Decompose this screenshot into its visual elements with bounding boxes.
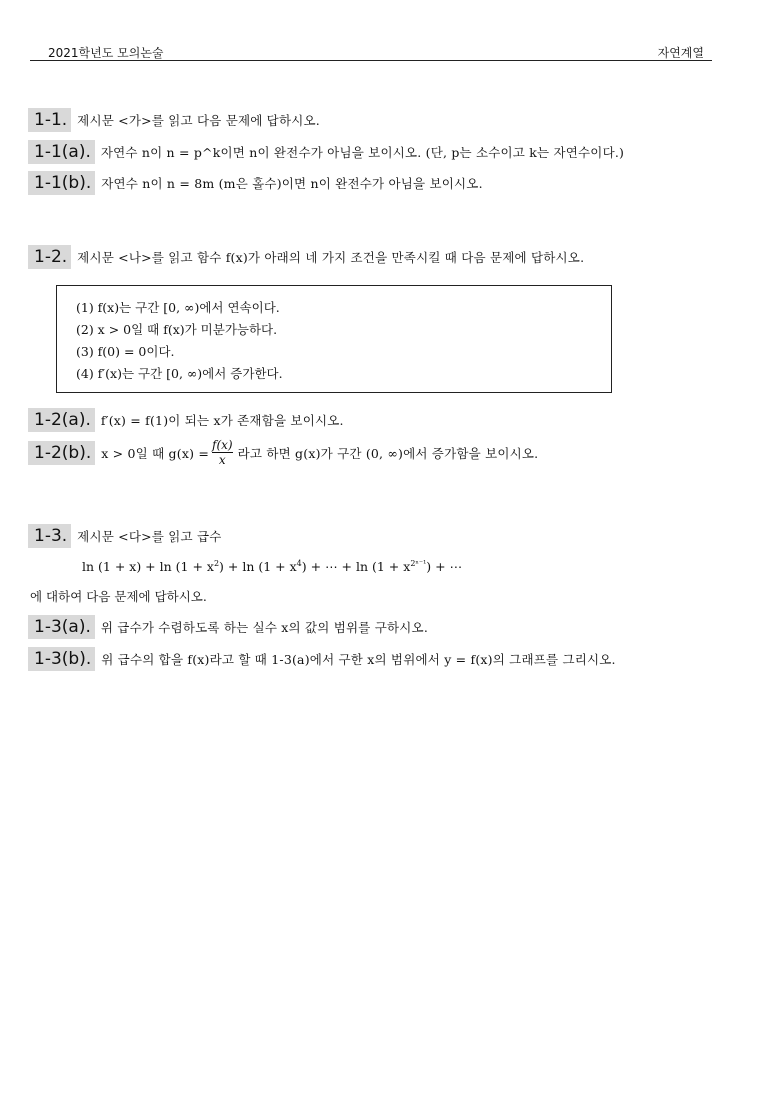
question-1-1a [28, 140, 624, 164]
question-text: 위 급수가 수렴하도록 하는 실수 x의 값의 범위를 구하시오. [100, 620, 428, 635]
question-1-3a [28, 615, 428, 639]
series-exponent: 2 [213, 559, 220, 568]
condition-2: (2) x > 0일 때 f(x)가 미분가능하다. [76, 322, 278, 337]
condition-4: (4) f′(x)는 구간 [0, ∞)에서 증가한다. [76, 366, 283, 381]
condition-3: (3) f(0) = 0이다. [76, 344, 175, 359]
question-text: 자연수 n이 n = p^k이면 n이 완전수가 아님을 보이시오. (단, p는 소수이고 k는 자연수이다.) [100, 145, 625, 160]
question-number: 1-1(b). [28, 171, 95, 195]
question-text: 제시문 <다>를 읽고 급수 [77, 529, 222, 544]
question-number: 1-3(b). [28, 647, 95, 671]
question-1-3-continuation: 에 대하여 다음 문제에 답하시오. [30, 589, 207, 604]
question-number: 1-2. [28, 245, 71, 269]
question-text: 제시문 <나>를 읽고 함수 f(x)가 아래의 네 가지 조건을 만족시킬 때 다음 문제에 답하시오. [77, 250, 585, 265]
series-part: ) + ln (1 + x [219, 559, 297, 575]
condition-1: (1) f(x)는 구간 [0, ∞)에서 연속이다. [76, 300, 280, 315]
series-expression [82, 559, 462, 574]
question-1-1b [28, 171, 483, 195]
question-1-2b [28, 438, 538, 467]
question-1-2a [28, 408, 344, 432]
question-1-3 [28, 524, 222, 548]
series-exponent: 4 [296, 559, 302, 568]
question-text: 자연수 n이 n = 8m (m은 홀수)이면 n이 완전수가 아님을 보이시오. [101, 176, 483, 191]
question-1-1 [28, 108, 320, 132]
series-part: ln (1 + x) + ln (1 + x [82, 559, 214, 575]
question-1-3b [28, 647, 616, 671]
fraction-numerator: f(x) [212, 438, 233, 452]
fraction-denominator: x [218, 453, 226, 467]
series-part: ) + ⋯ + ln (1 + x [301, 559, 411, 575]
question-text-pre: x > 0일 때 g(x) = [101, 445, 210, 461]
header-exam-title: 2021학년도 모의논술 [48, 46, 164, 60]
question-text: 위 급수의 합을 f(x)라고 할 때 1-3(a)에서 구한 x의 범위에서 y = f(x)의 그래프를 그리시오. [101, 652, 616, 667]
question-number: 1-3. [28, 524, 71, 548]
series-exponent: 2ⁿ⁻¹ [410, 559, 427, 568]
question-number: 1-1(a). [28, 140, 95, 164]
header-rule [30, 60, 712, 61]
series-part: ) + ⋯ [426, 559, 463, 575]
question-text: f′(x) = f(1)이 되는 x가 존재함을 보이시오. [100, 413, 344, 428]
question-number: 1-1. [28, 108, 71, 132]
question-text: 제시문 <가>를 읽고 다음 문제에 답하시오. [77, 113, 320, 128]
header-track: 자연계열 [657, 46, 704, 60]
question-number: 1-2(b). [28, 441, 95, 465]
question-text-post: 라고 하면 g(x)가 구간 (0, ∞)에서 증가함을 보이시오. [237, 445, 539, 461]
fraction-f-over-x [212, 438, 233, 467]
question-1-2 [28, 245, 584, 269]
question-number: 1-2(a). [28, 408, 95, 432]
question-number: 1-3(a). [28, 615, 95, 639]
